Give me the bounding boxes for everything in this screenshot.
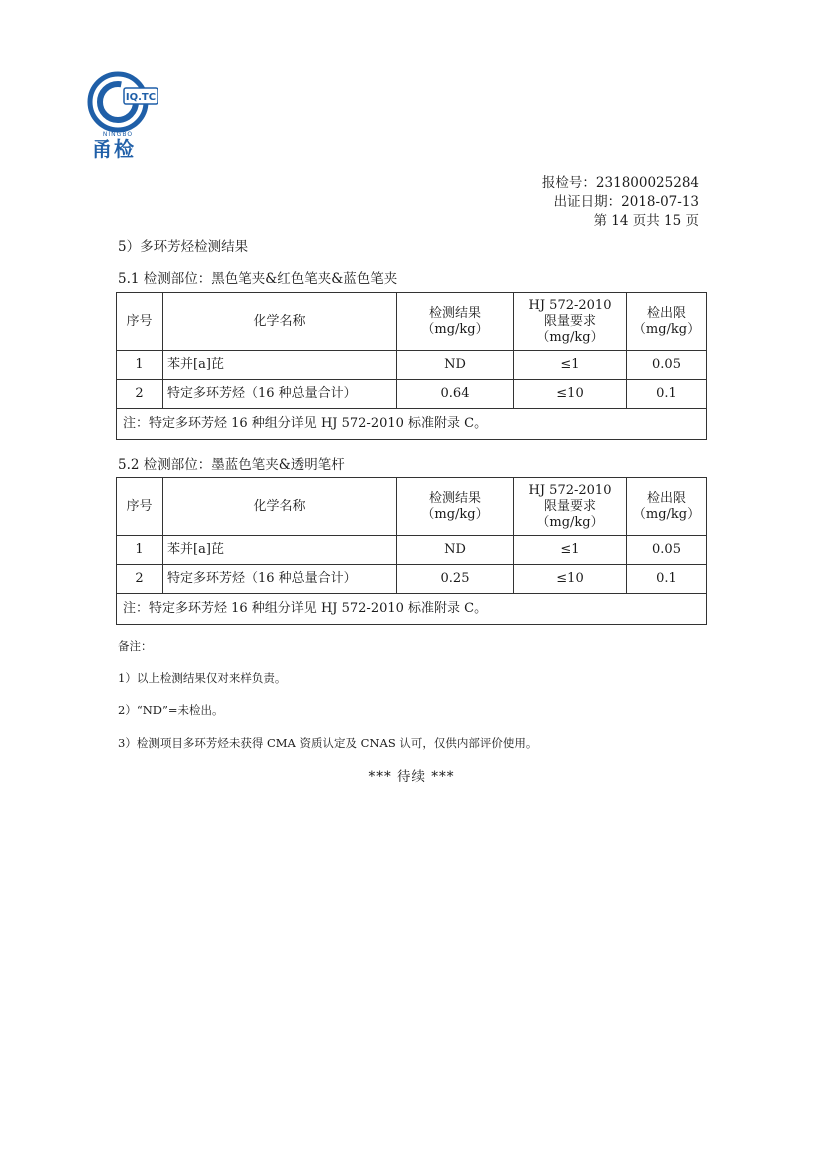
table-cell: ND bbox=[397, 536, 514, 565]
table-cell: ≤1 bbox=[514, 351, 627, 380]
table-header-row bbox=[117, 478, 707, 536]
continued-marker: *** 待续 *** bbox=[368, 769, 455, 785]
table-note-row bbox=[117, 409, 707, 440]
remark-item: 1）以上检测结果仅对来样负责。 bbox=[118, 671, 287, 685]
table-note-row bbox=[117, 594, 707, 625]
header-cell: HJ 572-2010 限量要求 （mg/kg） bbox=[514, 478, 627, 536]
table-note: 注：特定多环芳烃 16 种组分详见 HJ 572-2010 标准附录 C。 bbox=[117, 409, 707, 440]
logo-name: 甬检 bbox=[92, 137, 136, 161]
report-number: 报检号：231800025284 bbox=[541, 175, 699, 191]
results-table-2 bbox=[116, 477, 707, 625]
results-table-1 bbox=[116, 292, 707, 440]
svg-text:NINGBO: NINGBO bbox=[102, 131, 134, 138]
header-cell: 序号 bbox=[117, 478, 163, 536]
table-cell: 苯并[a]芘 bbox=[163, 536, 397, 565]
header-cell: 序号 bbox=[117, 293, 163, 351]
table-cell: 1 bbox=[117, 536, 163, 565]
table-cell: 0.1 bbox=[627, 380, 707, 409]
table-row bbox=[117, 565, 707, 594]
table-row bbox=[117, 351, 707, 380]
header-cell: 化学名称 bbox=[163, 293, 397, 351]
table-cell: 0.1 bbox=[627, 565, 707, 594]
header-cell: 检测结果 （mg/kg） bbox=[397, 478, 514, 536]
header-cell: 化学名称 bbox=[163, 478, 397, 536]
table-cell: 2 bbox=[117, 565, 163, 594]
table-cell: ≤10 bbox=[514, 380, 627, 409]
table-cell: ≤1 bbox=[514, 536, 627, 565]
header-cell: 检出限 （mg/kg） bbox=[627, 293, 707, 351]
header-cell: 检出限 （mg/kg） bbox=[627, 478, 707, 536]
section-title: 5）多环芳烃检测结果 bbox=[118, 239, 249, 255]
table-row bbox=[117, 536, 707, 565]
table2-title: 5.2 检测部位：墨蓝色笔夹&透明笔杆 bbox=[118, 457, 345, 473]
table-cell: 特定多环芳烃（16 种总量合计） bbox=[163, 565, 397, 594]
report-meta bbox=[542, 174, 699, 231]
table-cell: 0.05 bbox=[627, 351, 707, 380]
remark-item: 3）检测项目多环芳烃未获得 CMA 资质认定及 CNAS 认可，仅供内部评价使用。 bbox=[118, 736, 538, 750]
table-cell: 0.25 bbox=[397, 565, 514, 594]
table1-title: 5.1 检测部位：黑色笔夹&红色笔夹&蓝色笔夹 bbox=[118, 271, 398, 287]
issue-date: 出证日期：2018-07-13 bbox=[553, 194, 699, 210]
table-cell: ≤10 bbox=[514, 565, 627, 594]
table-cell: 2 bbox=[117, 380, 163, 409]
page-info: 第 14 页共 15 页 bbox=[593, 213, 699, 229]
header-cell: HJ 572-2010 限量要求 （mg/kg） bbox=[514, 293, 627, 351]
header-cell: 检测结果 （mg/kg） bbox=[397, 293, 514, 351]
table-cell: 0.64 bbox=[397, 380, 514, 409]
table-header-row bbox=[117, 293, 707, 351]
table-cell: ND bbox=[397, 351, 514, 380]
table-note: 注：特定多环芳烃 16 种组分详见 HJ 572-2010 标准附录 C。 bbox=[117, 594, 707, 625]
table-cell: 特定多环芳烃（16 种总量合计） bbox=[163, 380, 397, 409]
logo-emblem-icon bbox=[78, 70, 158, 140]
svg-text:IQ.TC: IQ.TC bbox=[125, 92, 157, 103]
table-cell: 1 bbox=[117, 351, 163, 380]
table-cell: 0.05 bbox=[627, 536, 707, 565]
remark-item: 2）“ND”=未检出。 bbox=[118, 703, 224, 717]
table-cell: 苯并[a]芘 bbox=[163, 351, 397, 380]
remarks-title: 备注： bbox=[118, 639, 153, 653]
table-row bbox=[117, 380, 707, 409]
